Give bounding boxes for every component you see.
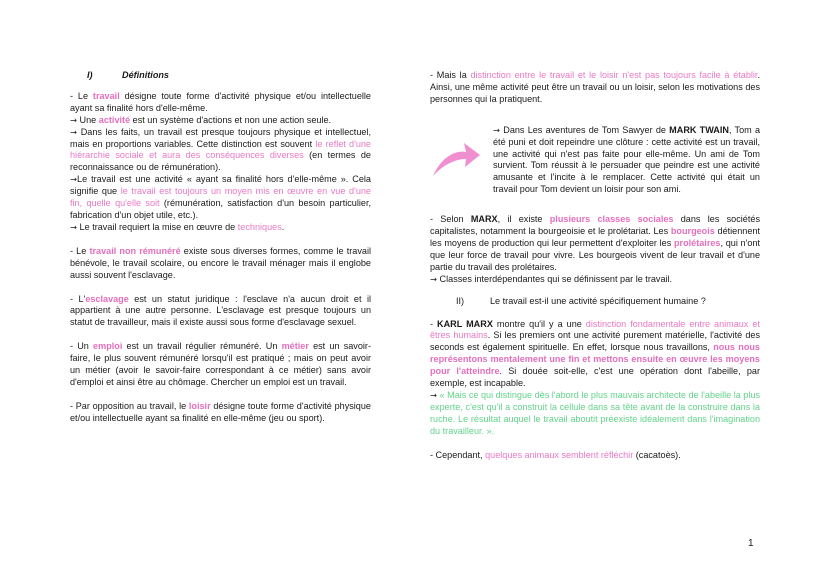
text-run: désigne toute forme d'activité physique et/ou intellectuelle ayant sa finalité hors d'elle-même. (70, 90, 371, 113)
keyword-emploi: emploi (93, 341, 123, 352)
paragraph-loisir (70, 401, 371, 425)
paragraph-techniques (70, 222, 371, 234)
paragraph-quote (430, 390, 760, 438)
keyword-non-remunere: travail non rémunéré (89, 245, 181, 256)
text-run: - Mais la (430, 70, 471, 80)
section-heading-2 (456, 296, 760, 308)
text-run: , il existe (497, 214, 550, 225)
text-run: Classes interdépendantes qui se définissent par le travail. (437, 273, 673, 284)
text-run: montre qu'il y a une (492, 318, 586, 329)
paragraph-activite (70, 115, 371, 127)
text-run: Une (77, 114, 99, 125)
text-run: (en termes de reconnaissance ou de rémunération). (70, 150, 371, 173)
keyword-activite: activité (98, 114, 131, 125)
keyword-bourgeois: bourgeois (670, 226, 715, 237)
right-arrow-icon: → (70, 114, 78, 125)
text-run: . Si les premiers ont une activité purement matérielle, l'activité des seconds est également spirituelle. En effet, lorsque nous travaillons, (430, 330, 760, 353)
page-number: 1 (748, 538, 754, 549)
text-run: (rémunération, satisfaction d'un besoin particulier, fabrication d'un objet utile, etc.). (70, 198, 371, 220)
text-run: , qui n'ont que leur force de travail pour vivre. Les bourgeois vivent de leur travail et d'une partie du travail des prolétaires. (430, 237, 760, 272)
highlight-hierarchie: le reflet d'une hiérarchie sociale et aura des conséquences diverses (70, 138, 371, 161)
paragraph-karl-marx (430, 319, 760, 390)
paragraph-tom-sawyer (493, 125, 760, 196)
text-run: Le travail requiert la mise en œuvre de (77, 221, 238, 232)
highlight-techniques: techniques (237, 221, 282, 232)
heading-title: Définitions (122, 70, 169, 80)
text-run: . Si douée soit-elle, c'est une opération dont l'abeille, par exemple, est incapable. (430, 366, 760, 389)
text-run: - Selon (430, 214, 471, 225)
paragraph-travail (70, 91, 371, 115)
right-arrow-icon: → (493, 124, 501, 135)
author-marx: MARX (470, 214, 498, 225)
highlight-distinction-fondamentale: distinction fondamentale entre animaux et êtres humains (430, 318, 760, 341)
right-arrow-icon: → (70, 126, 78, 137)
text-run: dans les sociétés capitalistes, notamment la bourgeoisie et le prolétariat. Les (430, 214, 760, 237)
heading-number: I) (87, 70, 93, 80)
keyword-loisir: loisir (188, 400, 211, 411)
paragraph-emploi (70, 341, 371, 389)
paragraph-cependant (430, 450, 760, 462)
text-run: Dans les faits, un travail est presque toujours physique et intellectuel, mais en proportions variables. Cette distinction est souvent (70, 126, 371, 149)
paragraph-esclavage (70, 294, 371, 330)
text-run: . Ainsi, une même activité peut être un travail ou un loisir, selon les motivations des personnes qui la pratiquent. (430, 70, 760, 104)
right-column (430, 70, 760, 461)
text-run: est un statut juridique : l'esclave n'a aucun droit et il appartient à une autre personne. L'esclavage est presque toujours un statut de travailleur, mais il existe aussi sous forme d'esclavage sexuel. (70, 293, 371, 328)
text-run: , Tom a été puni et doit repeindre une clôture : cette activité est un travail, une activité qui n'est pas faite pour elle-même. Un ami de Tom survient. Tom réussit à le persuader que peindre est une activité amusante et l'incite à le remplacer. Cette activité qui était un travail pour Tom devient un loisir pour son ami. (493, 124, 761, 195)
text-run: est un système d'actions et non une action seule. (130, 114, 332, 125)
text-run: Le travail est une activité « ayant sa finalité hors d'elle-même ». Cela signifie que (70, 174, 371, 197)
right-arrow-icon: → (70, 221, 78, 232)
text-run: existe sous diverses formes, comme le travail bénévole, le travail scolaire, ou encore le travail ménager mais il englobe aussi souvent l'esclavage. (70, 245, 371, 280)
text-run: détiennent les moyens de production qui leur permettent d'exploiter les (430, 226, 760, 248)
quote-text: « Mais ce qui distingue dès l'abord le plus mauvais architecte de l'abeille la plus experte, c'est qu'il a construit la cellule dans sa tête avant de la construire dans la ruche. Le résultat auquel le travail aboutit préexiste idéalement dans l'imagination du travailleur. ». (430, 389, 760, 436)
right-arrow-icon: → (430, 273, 438, 284)
text-run: - Le (70, 90, 93, 101)
highlight-moyen: le travail est toujours un moyen mis en œuvre en vue d'une fin, quelle qu'elle soit (70, 186, 371, 209)
paragraph-non-remunere (70, 246, 371, 282)
paragraph-faits (70, 127, 371, 175)
paragraph-marx (430, 214, 760, 274)
text-run: - Par opposition au travail, le (70, 400, 189, 411)
section-heading-1 (70, 70, 371, 82)
text-run: - Le (70, 245, 90, 256)
text-run: Dans Les aventures de Tom Sawyer de (500, 124, 670, 135)
text-run: - (430, 318, 438, 329)
keyword-metier: métier (281, 341, 309, 352)
text-run: - Cependant, (430, 449, 486, 460)
paragraph-distinction (430, 70, 760, 106)
text-run: - L' (70, 293, 86, 304)
text-run: . (281, 221, 285, 232)
heading-title: Le travail est-il une activité spécifiquement humaine ? (490, 295, 706, 306)
paragraph-finalite (70, 174, 371, 222)
author-mark-twain: MARK TWAIN (669, 124, 729, 135)
curved-arrow-icon (430, 134, 482, 182)
text-run: désigne toute forme d'activité physique et/ou intellectuelle ayant sa finalité en elle-même (jeu ou sport). (70, 400, 371, 423)
text-run: est un travail régulier rémunéré. Un (122, 341, 282, 352)
keyword-representons: nous nous représentons mentalement une fin et mettons ensuite en œuvre les moyens pour l'atteindre (430, 342, 760, 377)
keyword-classes-sociales: plusieurs classes sociales (549, 214, 674, 225)
highlight-animaux: quelques animaux semblent réfléchir (485, 449, 634, 460)
keyword-esclavage: esclavage (85, 293, 129, 304)
right-arrow-icon: → (70, 174, 78, 185)
heading-number: II) (456, 295, 465, 306)
right-arrow-icon: → (430, 389, 438, 400)
keyword-travail: travail (92, 90, 120, 101)
text-run: (cacatoès). (633, 449, 681, 460)
text-run: - Un (70, 341, 94, 352)
author-karl-marx: KARL MARX (437, 318, 493, 329)
paragraph-classes (430, 274, 760, 286)
highlight-distinction: distinction entre le travail et le loisir n'est pas toujours facile à établir (470, 70, 758, 80)
left-column (70, 70, 371, 425)
keyword-proletaires: prolétaires (673, 237, 721, 248)
text-run: est un savoir-faire, le plus souvent rémunéré lorsqu'il est pratiqué ; mais on peut avoir un métier (avoir le savoir-faire correspondant à ce métier) sans avoir d'emploi et ainsi être au chômage. Chercher un emploi est un travail. (70, 341, 371, 387)
